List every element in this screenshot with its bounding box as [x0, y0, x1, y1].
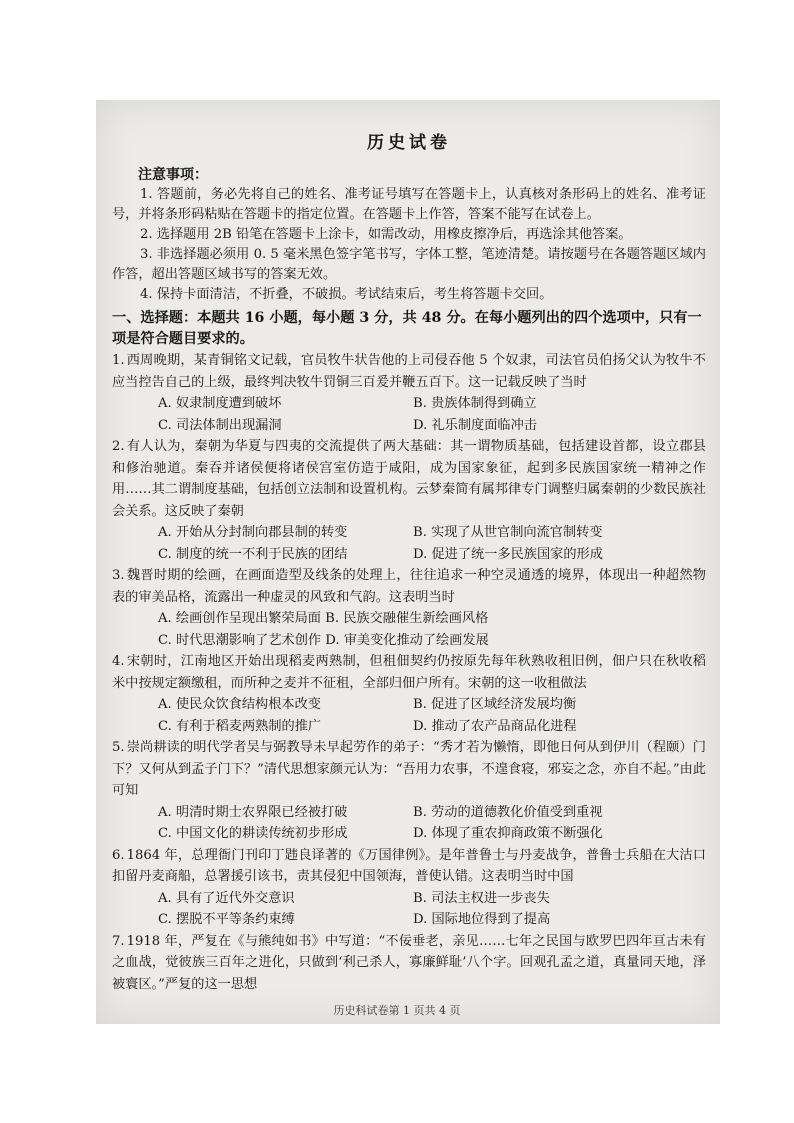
question-stem: 魏晋时期的绘画，在画面造型及线条的处理上，往往追求一种空灵通透的境界，体现出一种超然物表的审美品格，流露出一种虚灵的风致和气韵。这表明当时 — [112, 568, 706, 605]
question-number: 2. — [112, 439, 125, 454]
option-d: D. 促进了统一多民族国家的形成 — [413, 546, 603, 562]
option-c: C. 司法体制出现漏洞 — [158, 417, 282, 433]
option-a: A. 具有了近代外交意识 — [158, 890, 295, 906]
question-number: 6. — [112, 847, 125, 863]
option-d: D. 推动了农产品商品化进程 — [413, 718, 577, 734]
question-3 — [112, 565, 706, 651]
question-stem: 有人认为，秦朝为华夏与四夷的交流提供了两大基础：其一谓物质基础，包括建设首都，设立郡县和修治驰道。秦吞并诸侯便将诸侯宫室仿造于咸阳，成为国家象征，起到多民族国家统一精神之作用……其二谓制度基础，包括创立法制和设置机构。云梦秦简有属邦律专门调整归属秦朝的少数民族社会关系。这反映了秦朝 — [112, 439, 706, 519]
option-c: C. 摆脱不平等条约束缚 — [158, 912, 295, 927]
option-a: A. 奴隶制度遭到破坏 — [158, 396, 282, 411]
question-stem: 崇尚耕读的明代学者吴与弼教导未早起劳作的弟子：“秀才若为懒惰，即他日何从到伊川（程颐）门下？又何从到孟子门下？”清代思想家颜元认为：“吾用力农事，不遑食寝，邪妄之念，亦自不起。”由此可知 — [112, 740, 706, 798]
question-stem: 1864 年，总理衙门刊印丁韪良译著的《万国律例》。是年普鲁士与丹麦战争，普鲁士兵船在大沽口扣留丹麦商船，总署援引该书，责其侵犯中国领海，普使认错。这表明当时中国 — [112, 847, 706, 884]
option-d: D. 体现了重农抑商政策不断强化 — [413, 826, 603, 841]
question-number: 4. — [112, 654, 125, 669]
section-heading: 一、选择题：本题共 16 小题，每小题 3 分，共 48 分。在每小题列出的四个选项中，只有一项是符合题目要求的。 — [112, 310, 702, 347]
option-d: D. 礼乐制度面临冲击 — [413, 417, 537, 433]
notice-item-3: 3. 非选择题必须用 0. 5 毫米黑色签字笔书写，字体工整，笔迹清楚。请按题号在各题答题区域内作答，超出答题区域书写的答案无效。 — [112, 247, 706, 282]
notice-heading: 注意事项： — [138, 167, 208, 183]
notice-item-4: 4. 保持卡面清洁，不折叠，不破损。考试结束后，考生将答题卡交回。 — [140, 287, 553, 302]
page-content — [112, 128, 706, 995]
notice-item-2: 2. 选择题用 2B 铅笔在答题卡上涂卡，如需改动，用橡皮擦净后，再选涂其他答案。 — [140, 227, 632, 242]
question-stem: 西周晚期，某青铜铭文记载，官员牧牛状告他的上司侵吞他 5 个奴隶，司法官员伯扬父认为牧牛不应当控告自己的上级，最终判决牧牛罚铜三百爰并鞭五百下。这一记载反映了当时 — [112, 353, 706, 390]
option-d: D. 国际地位得到了提高 — [413, 912, 551, 927]
option-c: C. 中国文化的耕读传统初步形成 — [158, 826, 348, 841]
option-a: A. 开始从分封制向郡县制的转变 — [158, 525, 348, 540]
option-a-b: A. 绘画创作呈现出繁荣局面 B. 民族交融催生新绘画风格 — [158, 611, 489, 626]
question-6 — [112, 845, 706, 931]
page-title: 历史试卷 — [367, 133, 451, 153]
notice-block — [112, 165, 706, 305]
question-number: 7. — [112, 933, 125, 949]
question-5 — [112, 737, 706, 845]
option-b: B. 贵族体制得到确立 — [413, 396, 537, 411]
question-stem: 宋朝时，江南地区开始出现稻麦两熟制，但租佃契约仍按原先每年秋熟收租旧例，佃户只在秋收稻米中按规定额缴租，而所种之麦并不征租，全部归佃户所有。宋朝的这一收租做法 — [112, 654, 706, 691]
notice-item-1: 1. 答题前，务必先将自己的姓名、准考证号填写在答题卡上，认真核对条形码上的姓名、准考证号，并将条形码粘贴在答题卡的指定位置。在答题卡上作答，答案不能写在试卷上。 — [112, 187, 706, 222]
option-b: B. 司法主权进一步丧失 — [413, 890, 550, 906]
option-c: C. 制度的统一不利于民族的团结 — [158, 546, 348, 562]
question-1 — [112, 350, 706, 436]
question-2 — [112, 436, 706, 565]
question-7 — [112, 931, 706, 996]
option-b: B. 促进了区域经济发展均衡 — [413, 697, 577, 712]
question-4 — [112, 651, 706, 737]
question-number: 3. — [112, 568, 125, 583]
page-footer: 历史科试卷第 1 页共 4 页 — [333, 1004, 461, 1017]
option-c: C. 有利于稻麦两熟制的推广 — [158, 718, 322, 734]
question-number: 1. — [112, 353, 125, 368]
option-c-d: C. 时代思潮影响了艺术创作 D. 审美变化推动了绘画发展 — [158, 632, 489, 648]
question-stem: 1918 年，严复在《与熊纯如书》中写道：“不佞垂老，亲见……七年之民国与欧罗巴四年亘古未有之血战，觉彼族三百年之进化，只做到‘利己杀人，寡廉鲜耻’八个字。回观孔孟之道，真量同天地，泽被寰区。”严复的这一思想 — [112, 933, 706, 992]
question-number: 5. — [112, 740, 125, 755]
option-b: B. 劳动的道德教化价值受到重视 — [413, 804, 603, 820]
option-a: A. 明清时期士农界限已经被打破 — [158, 804, 348, 820]
option-a: A. 使民众饮食结构根本改变 — [158, 697, 321, 712]
option-b: B. 实现了从世官制向流官制转变 — [413, 525, 603, 540]
